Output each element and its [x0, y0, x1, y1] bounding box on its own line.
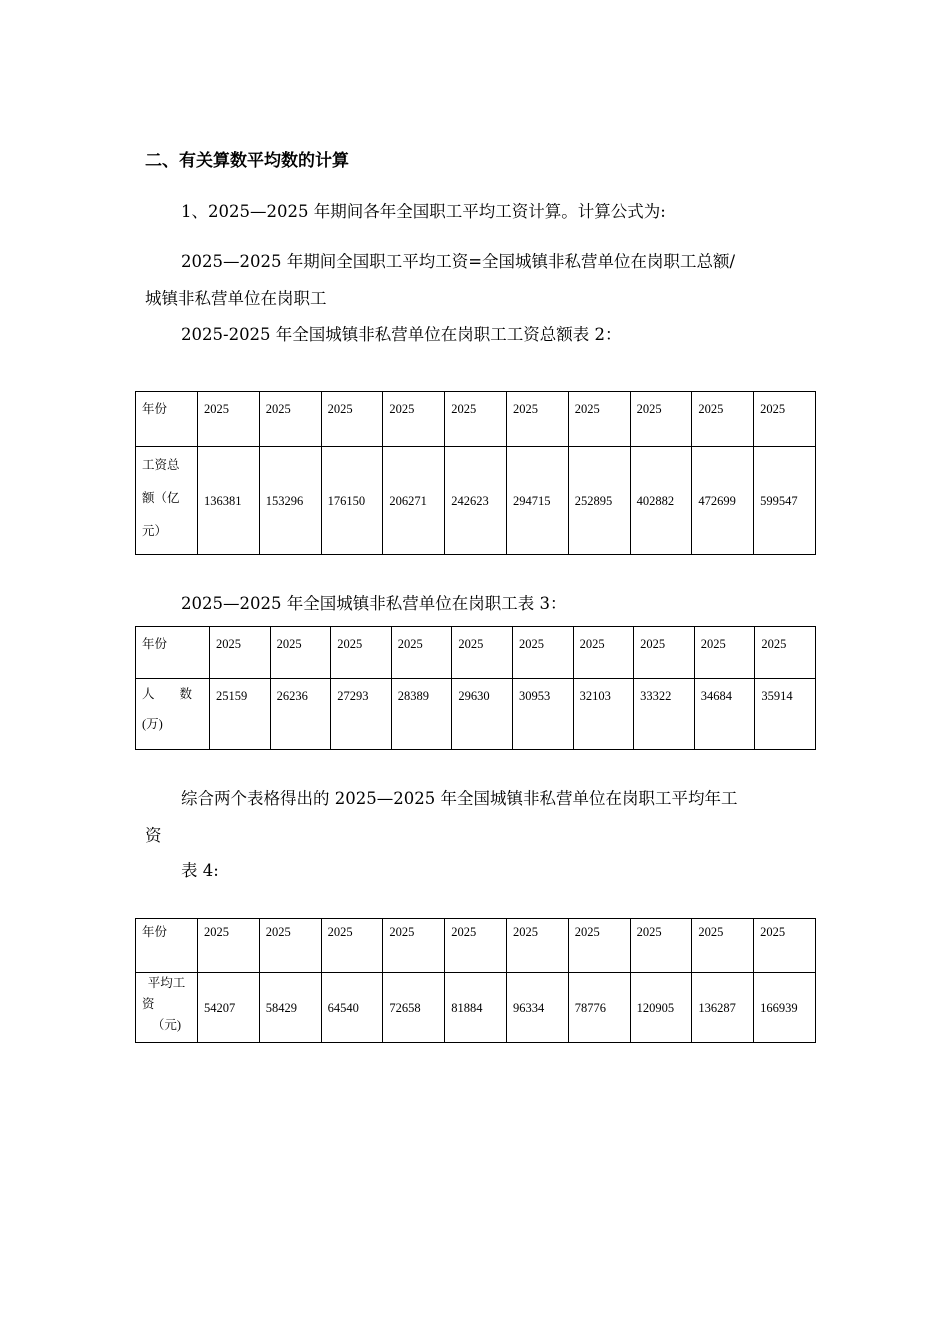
year-cell: 2025 [331, 627, 392, 679]
year-cell: 2025 [506, 392, 568, 447]
value-cell: 402882 [630, 447, 692, 555]
year-cell: 2025 [755, 627, 816, 679]
value-cell: 206271 [383, 447, 445, 555]
year-label-cell: 年份 [136, 919, 198, 973]
table-row [136, 392, 816, 447]
year-cell: 2025 [383, 919, 445, 973]
year-cell: 2025 [630, 392, 692, 447]
year-cell: 2025 [321, 919, 383, 973]
table3-caption: 2025—2025 年全国城镇非私营单位在岗职工表 3： [181, 594, 567, 613]
value-cell: 64540 [321, 973, 383, 1043]
value-cell: 96334 [506, 973, 568, 1043]
year-cell: 2025 [568, 392, 630, 447]
year-cell: 2025 [754, 392, 816, 447]
year-cell: 2025 [210, 627, 271, 679]
year-cell: 2025 [259, 392, 321, 447]
year-label-cell: 年份 [136, 392, 198, 447]
year-cell: 2025 [198, 392, 260, 447]
formula-line-2: 城镇非私营单位在岗职工 [145, 289, 327, 308]
table-row [136, 627, 816, 679]
year-cell: 2025 [321, 392, 383, 447]
value-cell: 120905 [630, 973, 692, 1043]
table-4-average-wage [135, 918, 816, 1043]
value-cell: 252895 [568, 447, 630, 555]
table-row [136, 973, 816, 1043]
year-cell: 2025 [634, 627, 695, 679]
year-cell: 2025 [630, 919, 692, 973]
value-cell: 29630 [452, 679, 513, 750]
item-1-text: 1、2025—2025 年期间各年全国职工平均工资计算。计算公式为: [181, 202, 666, 221]
year-cell: 2025 [692, 919, 754, 973]
value-cell: 166939 [754, 973, 816, 1043]
value-cell: 136287 [692, 973, 754, 1043]
year-cell: 2025 [694, 627, 755, 679]
year-label-cell: 年份 [136, 627, 210, 679]
value-cell: 242623 [445, 447, 507, 555]
year-cell: 2025 [512, 627, 573, 679]
year-cell: 2025 [754, 919, 816, 973]
year-cell: 2025 [573, 627, 634, 679]
value-cell: 25159 [210, 679, 271, 750]
year-cell: 2025 [391, 627, 452, 679]
value-cell: 33322 [634, 679, 695, 750]
table-row [136, 679, 816, 750]
year-cell: 2025 [270, 627, 331, 679]
value-cell: 58429 [259, 973, 321, 1043]
value-label-bottom: （元) [151, 1018, 182, 1032]
summary-line-1: 综合两个表格得出的 2025—2025 年全国城镇非私营单位在岗职工平均年工 [181, 789, 738, 808]
section-title: 二、有关算数平均数的计算 [145, 151, 349, 171]
year-cell: 2025 [383, 392, 445, 447]
year-cell: 2025 [445, 392, 507, 447]
value-label-cell: 工资总额（亿元） [136, 447, 198, 555]
value-cell: 26236 [270, 679, 331, 750]
formula-line-1: 2025—2025 年期间全国职工平均工资=全国城镇非私营单位在岗职工总额/ [181, 252, 736, 271]
value-cell: 599547 [754, 447, 816, 555]
year-cell: 2025 [568, 919, 630, 973]
year-cell: 2025 [198, 919, 260, 973]
value-label-mid: 资 [142, 997, 155, 1011]
value-cell: 153296 [259, 447, 321, 555]
value-label-top: 平均工 [147, 976, 186, 990]
value-cell: 72658 [383, 973, 445, 1043]
table-row [136, 447, 816, 555]
value-cell: 34684 [694, 679, 755, 750]
table2-caption: 2025-2025 年全国城镇非私营单位在岗职工工资总额表 2： [181, 325, 622, 344]
table-3-employees [135, 626, 816, 750]
year-cell: 2025 [692, 392, 754, 447]
table-row [136, 919, 816, 973]
year-cell: 2025 [452, 627, 513, 679]
value-cell: 78776 [568, 973, 630, 1043]
value-label-cell [136, 679, 210, 750]
value-cell: 35914 [755, 679, 816, 750]
year-cell: 2025 [445, 919, 507, 973]
value-cell: 32103 [573, 679, 634, 750]
value-cell: 27293 [331, 679, 392, 750]
value-cell: 30953 [512, 679, 573, 750]
value-label-top: 人 数 [142, 687, 193, 701]
value-cell: 28389 [391, 679, 452, 750]
table4-caption: 表 4: [181, 861, 219, 880]
value-cell: 54207 [198, 973, 260, 1043]
value-label-bottom: (万) [142, 717, 163, 731]
year-cell: 2025 [506, 919, 568, 973]
year-cell: 2025 [259, 919, 321, 973]
value-cell: 136381 [198, 447, 260, 555]
value-cell: 176150 [321, 447, 383, 555]
value-cell: 81884 [445, 973, 507, 1043]
value-cell: 472699 [692, 447, 754, 555]
table-2-wage-total [135, 391, 816, 555]
value-label-cell [136, 973, 198, 1043]
summary-line-2: 资 [145, 826, 162, 845]
value-cell: 294715 [506, 447, 568, 555]
